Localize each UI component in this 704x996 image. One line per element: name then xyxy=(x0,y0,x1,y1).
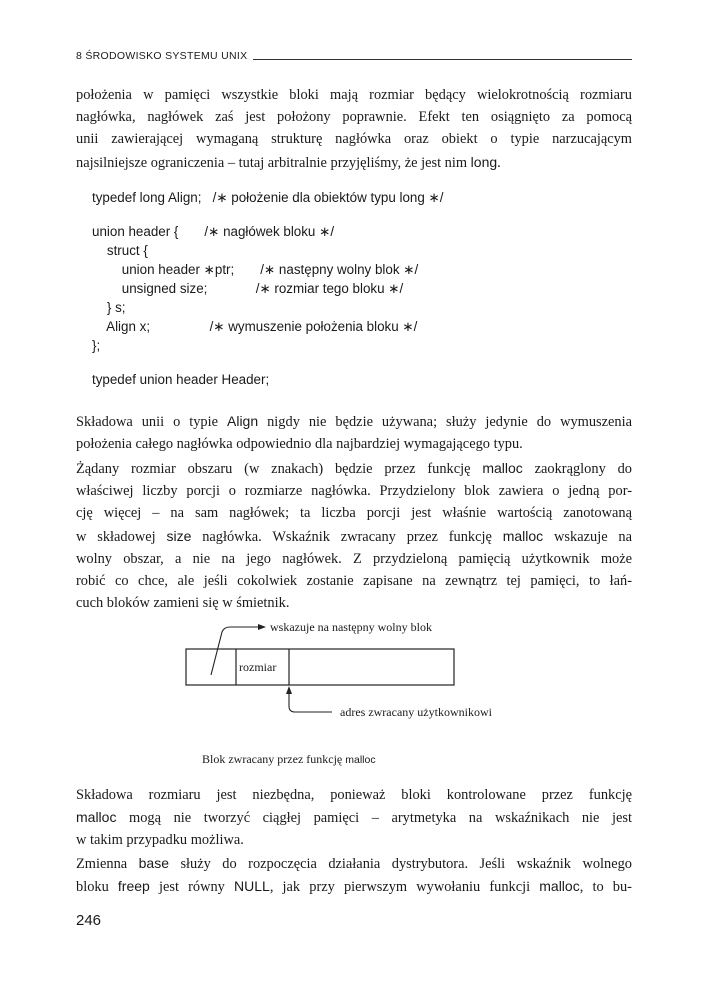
code-line-struct: struct { xyxy=(92,243,148,258)
text-line: cję więcej – na sam nagłówek; ta liczba porcji jest właśnie wartością zanotowaną xyxy=(76,505,632,522)
text-line: w takim przypadku możliwa. xyxy=(76,832,244,849)
text-line: wolny obszar, a nie na jego nagłówek. Z przydzieloną pamięcią użytkownik może xyxy=(76,550,632,567)
text-fragment: bloku xyxy=(76,879,118,896)
text-fragment: . xyxy=(497,154,501,171)
text-fragment: Żądany rozmiar obszaru (w znakach) będzie przez funkcję xyxy=(76,461,483,477)
next-block-arrowhead xyxy=(258,624,266,630)
inline-code: Align xyxy=(227,413,259,429)
text-fragment: nagłówka. Wskaźnik zwracany przez funkcję xyxy=(191,528,503,545)
next-block-label: wskazuje na następny wolny blok xyxy=(270,620,432,634)
paragraph-2 xyxy=(76,410,632,455)
text-line: cuch bloków zamieni się w śmietnik. xyxy=(76,595,290,612)
header-rule xyxy=(253,59,632,60)
text-line: Składowa rozmiaru jest niezbędna, ponieważ bloki kontrolowane przez funkcję xyxy=(76,787,632,803)
text-line: robić co chce, ale jeśli cokolwiek zostanie zapisane na zewnątrz tej pamięci, to łań- xyxy=(76,573,632,590)
inline-code: malloc xyxy=(482,460,523,476)
text-line: właściwej liczby porcji o rozmiarze nagłówka. Przydzielony blok zawiera o jedną por- xyxy=(76,483,632,500)
inline-code: malloc xyxy=(539,878,580,895)
paragraph-4 xyxy=(76,784,632,852)
inline-code: size xyxy=(166,527,192,544)
text-fragment: w składowej xyxy=(76,528,167,545)
text-fragment: nigdy nie będzie używana; służy jedynie do wymuszenia xyxy=(258,414,632,430)
text-fragment: wskazuje na xyxy=(543,528,633,545)
inline-code: base xyxy=(138,855,169,871)
returned-address-arrow xyxy=(289,692,332,712)
text-fragment: Zmienna xyxy=(76,856,139,872)
block-outline xyxy=(186,649,454,685)
returned-address-label: adres zwracany użytkownikowi xyxy=(340,705,492,719)
code-line-ptr: union header ∗ptr; /∗ następny wolny blok ∗/ xyxy=(92,262,419,277)
text-line xyxy=(76,525,632,548)
size-cell-label: rozmiar xyxy=(239,660,277,674)
text-fragment: najsilniejsze ograniczenia – tutaj arbitralnie przyjęliśmy, że jest nim xyxy=(76,154,471,171)
inline-code: long xyxy=(470,153,498,170)
inline-code: NULL xyxy=(234,878,270,895)
figure-caption xyxy=(202,752,376,767)
paragraph-1 xyxy=(76,84,632,174)
text-fragment: , jak przy pierwszym wywołaniu funkcji xyxy=(269,879,540,896)
paragraph-3 xyxy=(76,457,632,614)
text-fragment: , to bu- xyxy=(579,879,632,896)
text-fragment: zaokrąglony do xyxy=(522,461,632,477)
running-header xyxy=(76,48,632,62)
caption-code: malloc xyxy=(345,754,376,766)
text-fragment: Składowa unii o typie xyxy=(76,414,227,430)
inline-code: freep xyxy=(117,878,150,895)
caption-text: Blok zwracany przez funkcję xyxy=(202,752,346,766)
text-line: położenia całego nagłówka odpowiednio dla najbardziej wymagającego typu. xyxy=(76,436,523,453)
paragraph-5 xyxy=(76,852,632,898)
text-line xyxy=(76,806,632,829)
code-line-typedef-align: typedef long Align; /∗ położenie dla obiektów typu long ∗/ xyxy=(92,190,444,205)
text-line: nagłówka, nagłówek zaś jest położony poprawnie. Efekt ten osiągnięto za pomocą xyxy=(76,109,632,126)
text-line xyxy=(76,410,632,433)
inline-code: malloc xyxy=(502,527,544,544)
page-number: 246 xyxy=(76,912,102,929)
code-line-union-end: }; xyxy=(92,338,101,353)
text-line xyxy=(76,151,632,174)
text-line xyxy=(76,457,632,480)
code-line-struct-end: } s; xyxy=(92,300,126,315)
memory-block-diagram xyxy=(180,620,540,730)
text-line: unii zawierającej wymaganą strukturę nagłówka oraz obiekt o typie narzucającym xyxy=(76,131,632,148)
text-line: położenia w pamięci wszystkie bloki mają rozmiar będący wielokrotnością rozmiaru xyxy=(76,87,632,103)
code-line-size: unsigned size; /∗ rozmiar tego bloku ∗/ xyxy=(92,281,404,296)
text-fragment: służy do rozpoczęcia działania dystrybutora. Jeśli wskaźnik wolnego xyxy=(168,856,632,872)
code-line-align-x: Align x; /∗ wymuszenie położenia bloku ∗/ xyxy=(92,319,418,334)
text-line xyxy=(76,875,632,898)
text-fragment: mogą nie tworzyć ciągłej pamięci – arytmetyka na wskaźnikach nie jest xyxy=(116,810,632,827)
code-line-typedef-header: typedef union header Header; xyxy=(92,372,270,387)
code-line-union-header: union header { /∗ nagłówek bloku ∗/ xyxy=(92,224,335,239)
text-line xyxy=(76,852,632,875)
returned-address-arrowhead xyxy=(286,686,292,694)
inline-code: malloc xyxy=(76,809,117,826)
chapter-title: 8 ŚRODOWISKO SYSTEMU UNIX xyxy=(76,50,248,62)
text-fragment: jest równy xyxy=(149,879,235,896)
